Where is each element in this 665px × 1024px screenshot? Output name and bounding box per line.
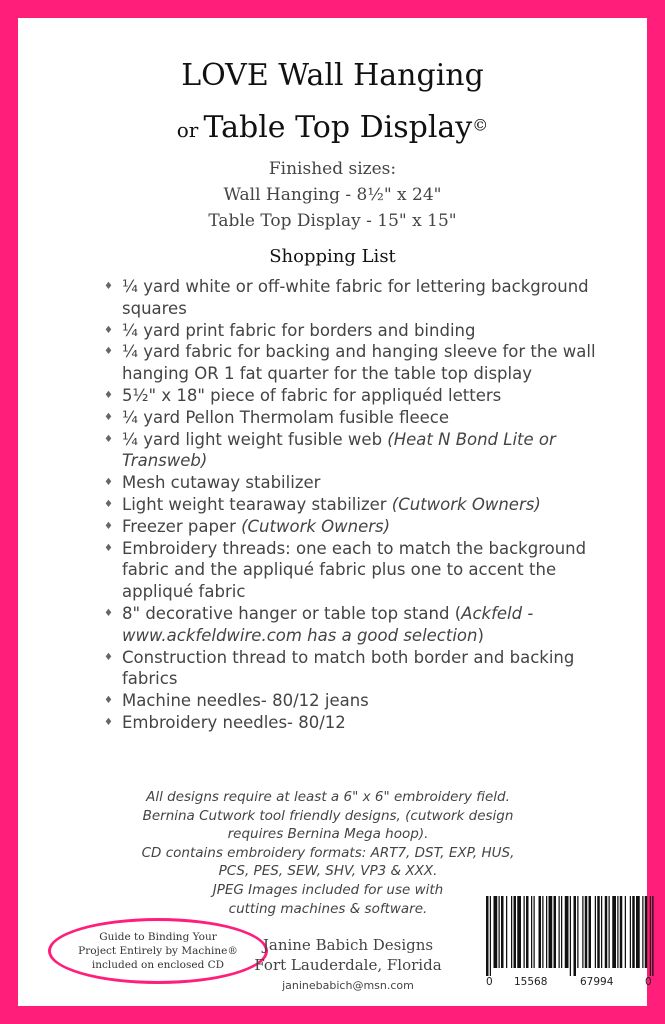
list-item-text: ¼ yard fabric for backing and hanging sleeve for the wall hanging OR 1 fat quarter for the table top display	[122, 342, 596, 384]
title-main: Table Top Display	[203, 110, 473, 145]
barcode-bar	[642, 896, 643, 968]
list-item-text: ¼ yard Pellon Thermolam fusible fleece	[122, 407, 449, 427]
list-item-text: Freezer paper	[122, 516, 242, 536]
wall-hanging-size: Wall Hanging - 8½" x 24"	[223, 185, 442, 205]
title-line-1: LOVE Wall Hanging	[181, 58, 484, 93]
barcode-bar	[582, 896, 583, 968]
barcode-bar	[506, 896, 507, 968]
list-item-text: Construction thread to match both border and backing fabrics	[122, 647, 575, 689]
barcode-bar	[565, 896, 569, 968]
barcode-bar	[632, 896, 635, 968]
barcode-bar	[585, 896, 588, 968]
list-item	[104, 538, 624, 603]
note-line: CD contains embroidery formats: ART7, DST, EXP, HUS,	[141, 844, 515, 861]
list-item	[104, 603, 624, 647]
guide-line: included on enclosed CD	[91, 959, 225, 971]
list-item-text: 8" decorative hanger or table top stand (	[122, 603, 462, 623]
list-item-text: Light weight tearaway stabilizer	[122, 494, 392, 514]
barcode-bar	[652, 896, 653, 976]
barcode-bar	[645, 896, 648, 968]
list-item	[104, 320, 624, 342]
barcode-bar	[570, 896, 571, 976]
note-line: Bernina Cutwork tool friendly designs, (cutwork design	[142, 807, 514, 824]
list-item	[104, 647, 624, 691]
finished-sizes-heading: Finished sizes:	[268, 159, 397, 179]
shopping-list	[104, 276, 624, 734]
barcode-bar	[524, 896, 525, 968]
barcode-numbers	[484, 976, 656, 990]
embroidery-notes	[128, 788, 528, 918]
barcode-bar	[636, 896, 640, 968]
shopping-list-heading: Shopping List	[269, 246, 396, 267]
list-item	[104, 385, 624, 407]
list-item-text: ¼ yard print fabric for borders and binding	[122, 320, 476, 340]
note-line: cutting machines & software.	[228, 900, 428, 917]
barcode-bar	[595, 896, 596, 968]
note-line: JPEG Images included for use with	[212, 881, 444, 898]
barcode-bar	[609, 896, 610, 968]
guide-line: Guide to Binding Your	[99, 931, 217, 943]
barcode-bar	[546, 896, 547, 968]
company-info	[248, 935, 448, 975]
list-item-text: Embroidery threads: one each to match the background fabric and the appliqué fabric plus one to accent the appliqué fabric	[122, 538, 587, 602]
barcode-bar	[511, 896, 512, 968]
title-or: or	[176, 118, 199, 142]
barcode-bar	[620, 896, 623, 968]
barcode-bar	[534, 896, 535, 968]
list-item-text: ¼ yard white or off-white fabric for lettering background squares	[122, 277, 589, 318]
barcode-bar	[526, 896, 529, 968]
barcode-bars	[484, 896, 656, 976]
barcode-bar	[517, 896, 521, 968]
barcode-bar	[617, 896, 618, 968]
barcode-group-1: 15568	[514, 976, 548, 988]
note-line: All designs require at least a 6" x 6" embroidery field.	[146, 789, 510, 805]
barcode-bar	[490, 896, 491, 976]
list-item	[104, 516, 624, 538]
list-item-note: (Cutwork Owners)	[391, 494, 541, 514]
list-item-note: (Heat N Bond Lite or Transweb)	[122, 429, 556, 471]
barcode-bar	[559, 896, 560, 968]
barcode-bar	[561, 896, 562, 968]
note-line: PCS, PES, SEW, SHV, VP3 & XXX.	[218, 863, 438, 880]
table-top-size: Table Top Display - 15" x 15"	[208, 211, 457, 231]
barcode-bar	[542, 896, 543, 968]
barcode-bar	[630, 896, 631, 968]
list-item	[104, 341, 624, 385]
barcode-bar	[612, 896, 616, 968]
list-item	[104, 472, 624, 494]
list-item	[104, 276, 624, 320]
list-item-text: Embroidery needles- 80/12	[122, 712, 346, 732]
binding-guide-oval	[48, 918, 268, 984]
list-item-note: (Cutwork Owners)	[241, 516, 391, 536]
barcode-bar	[499, 896, 500, 968]
list-item	[104, 690, 624, 712]
barcode-bar	[577, 896, 578, 968]
company-email: janinebabich@msn.com	[282, 979, 414, 992]
barcode-bar	[650, 896, 651, 976]
barcode-bar	[501, 896, 504, 968]
barcode-bar	[549, 896, 553, 968]
barcode-bar	[601, 896, 602, 968]
barcode-bar	[589, 896, 592, 968]
company-location: Fort Lauderdale, Florida	[254, 956, 442, 974]
barcode-bar	[514, 896, 517, 968]
barcode-bar	[605, 896, 608, 968]
note-line: requires Bernina Mega hoop).	[227, 826, 429, 843]
company-name: Janine Babich Designs	[262, 936, 434, 954]
barcode-lead-digit: 0	[486, 976, 493, 988]
barcode-bar	[597, 896, 600, 968]
barcode	[484, 896, 656, 986]
list-item-text: Machine needles- 80/12 jeans	[122, 691, 369, 711]
list-item-note: Ackfeld - www.ackfeldwire.com has a good selection	[122, 603, 534, 645]
barcode-group-2: 67994	[580, 976, 614, 988]
list-item	[104, 407, 624, 429]
barcode-bar	[625, 896, 626, 968]
barcode-bar	[574, 896, 577, 976]
list-item	[104, 712, 624, 734]
barcode-bar	[486, 896, 489, 976]
list-item-text: Mesh cutaway stabilizer	[122, 473, 321, 493]
barcode-check-digit: 0	[645, 976, 652, 988]
list-item-text: 5½" x 18" piece of fabric for appliquéd letters	[122, 385, 502, 405]
barcode-bar	[531, 896, 532, 968]
barcode-bar	[539, 896, 542, 968]
list-item-text: ¼ yard light weight fusible web	[122, 429, 388, 449]
list-item-suffix: )	[477, 625, 484, 645]
barcode-bar	[554, 896, 557, 968]
copyright-mark: ©	[472, 115, 489, 135]
list-item	[104, 494, 624, 516]
guide-line: Project Entirely by Machine®	[78, 945, 238, 957]
list-item	[104, 429, 624, 473]
barcode-bar	[494, 896, 498, 968]
title-line-2	[18, 110, 647, 145]
finished-sizes	[18, 156, 647, 234]
